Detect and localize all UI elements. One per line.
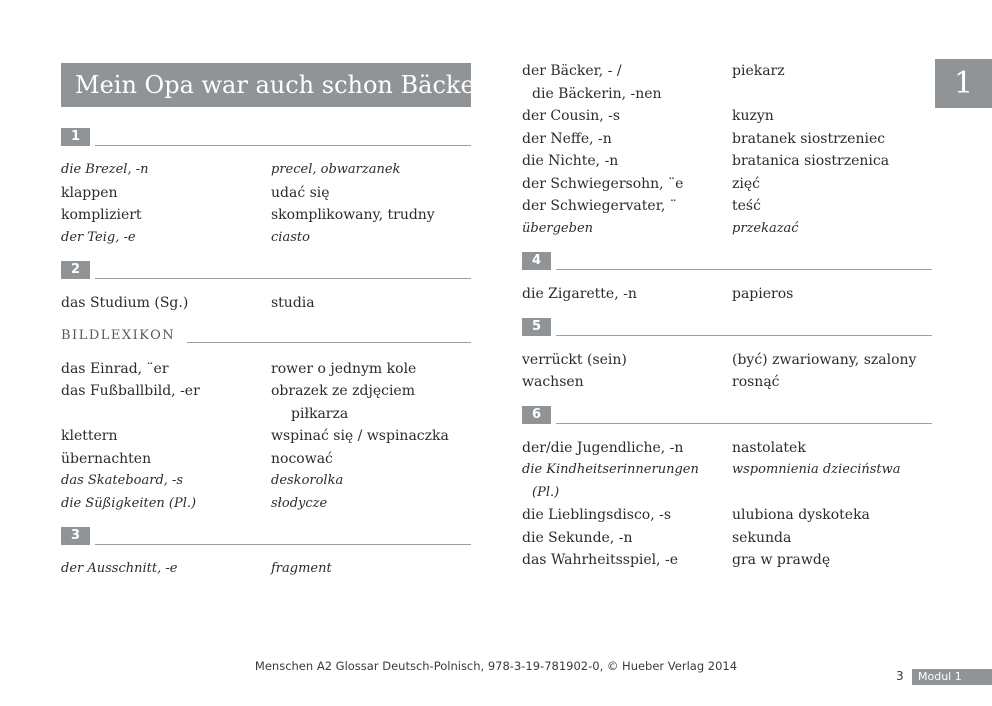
footer-citation: Menschen A2 Glossar Deutsch-Polnisch, 978-3-19-781902-0, © Hueber Verlag 2014	[254, 659, 738, 673]
vocab-list	[522, 349, 932, 394]
vocab-entry	[522, 482, 932, 505]
vocab-list	[522, 283, 932, 306]
vocab-entry	[522, 283, 932, 306]
polish-translation: przekazać	[732, 220, 799, 236]
polish-translation: papieros	[732, 286, 794, 302]
german-term: die Lieblingsdisco, -s	[522, 507, 672, 523]
section-4-number: 4	[522, 252, 551, 270]
vocab-entry	[522, 83, 932, 106]
polish-translation	[742, 83, 932, 106]
section-2-header	[61, 261, 471, 279]
polish-translation: fragment	[271, 561, 332, 576]
vocab-entry	[61, 448, 471, 471]
german-term: der Schwiegersohn, ¨e	[522, 175, 684, 192]
vocab-entry	[522, 504, 932, 527]
vocab-entry	[522, 459, 932, 482]
section-2-number: 2	[61, 261, 90, 279]
polish-translation: ciasto	[271, 229, 310, 245]
chapter-number-badge: 1	[935, 59, 992, 108]
vocab-entry	[522, 437, 932, 460]
polish-translation: nastolatek	[732, 439, 806, 456]
polish-translation: udać się	[271, 184, 330, 201]
vocab-entry	[522, 527, 932, 550]
german-term: die Bäckerin, -nen	[532, 85, 662, 102]
vocab-list	[61, 292, 471, 315]
vocab-entry	[522, 105, 932, 128]
vocab-list	[61, 558, 471, 581]
polish-translation	[742, 482, 932, 505]
vocab-entry	[61, 358, 471, 381]
vocab-entry	[522, 218, 932, 241]
polish-translation: (być) zwariowany, szalony	[732, 351, 917, 368]
german-term: der Teig, -e	[61, 229, 136, 245]
polish-translation: studia	[271, 295, 315, 311]
vocab-entry	[61, 558, 471, 581]
vocab-entry	[522, 195, 932, 218]
vocab-entry	[61, 159, 471, 182]
vocab-entry	[61, 204, 471, 227]
german-term: klappen	[61, 184, 118, 201]
bildlexikon-label: BILDLEXIKON	[61, 327, 183, 345]
left-column	[61, 128, 471, 593]
german-term: verrückt (sein)	[522, 351, 627, 368]
vocab-entry	[522, 549, 932, 572]
polish-translation: zięć	[732, 175, 760, 192]
section-1-header	[61, 128, 471, 146]
section-divider	[556, 335, 932, 336]
vocab-entry	[61, 182, 471, 205]
page-number: 3	[896, 669, 904, 683]
section-divider	[95, 544, 471, 545]
vocab-entry	[61, 292, 471, 315]
section-divider	[556, 423, 932, 424]
polish-translation: wspomnienia dzieciństwa	[732, 462, 901, 477]
vocab-entry	[61, 470, 471, 493]
polish-translation: piłkarza	[291, 405, 349, 422]
section-3-header	[61, 527, 471, 545]
section-4-header	[522, 252, 932, 270]
polish-translation: rosnąć	[732, 374, 780, 390]
polish-translation: rower o jednym kole	[271, 360, 417, 377]
vocab-list	[522, 60, 932, 240]
vocab-entry	[522, 349, 932, 372]
polish-translation: nocować	[271, 450, 333, 467]
section-3-number: 3	[61, 527, 90, 545]
polish-translation: wspinać się / wspinaczka	[271, 428, 449, 444]
section-5-number: 5	[522, 318, 551, 336]
vocab-entry	[522, 173, 932, 196]
german-term: die Brezel, -n	[61, 162, 149, 177]
polish-translation: ulubiona dyskoteka	[732, 507, 870, 523]
german-term: die Nichte, -n	[522, 153, 619, 169]
german-term: die Süßigkeiten (Pl.)	[61, 495, 197, 511]
section-5-header	[522, 318, 932, 336]
polish-translation: piekarz	[732, 63, 785, 79]
vocab-entry	[522, 128, 932, 151]
german-term: der Bäcker, - /	[522, 63, 622, 79]
polish-translation: bratanica siostrzenica	[732, 153, 890, 169]
german-term	[61, 403, 281, 426]
page-title: Mein Opa war auch schon Bäcker.	[61, 63, 471, 107]
section-divider	[95, 145, 471, 146]
vocab-entry	[61, 380, 471, 403]
module-label: Modul 1	[912, 669, 992, 685]
section-divider	[556, 269, 932, 270]
vocab-entry	[61, 227, 471, 250]
polish-translation: precel, obwarzanek	[271, 162, 401, 177]
german-term: kompliziert	[61, 207, 142, 223]
right-column	[522, 60, 932, 584]
bildlexikon-header	[61, 327, 471, 347]
german-term: übergeben	[522, 220, 594, 236]
polish-translation: obrazek ze zdjęciem	[271, 383, 415, 399]
polish-translation: słodycze	[271, 495, 328, 511]
german-term: der Schwiegervater, ¨	[522, 198, 677, 214]
vocab-entry	[522, 60, 932, 83]
german-term: wachsen	[522, 374, 584, 390]
polish-translation: kuzyn	[732, 108, 774, 124]
vocab-entry	[61, 403, 471, 426]
polish-translation: teść	[732, 198, 761, 214]
section-1-number: 1	[61, 128, 90, 146]
german-term: klettern	[61, 428, 118, 444]
polish-translation: gra w prawdę	[732, 552, 831, 568]
german-term: die Kindheitserinnerungen	[522, 462, 699, 477]
polish-translation: skomplikowany, trudny	[271, 207, 435, 223]
polish-translation: bratanek siostrzeniec	[732, 130, 886, 147]
german-term: das Wahrheitsspiel, -e	[522, 552, 679, 568]
polish-translation: sekunda	[732, 529, 792, 546]
german-term: (Pl.)	[532, 484, 560, 500]
german-term: das Studium (Sg.)	[61, 295, 189, 311]
section-6-header	[522, 406, 932, 424]
german-term: der Neffe, -n	[522, 130, 612, 147]
section-divider	[187, 342, 471, 343]
german-term: das Einrad, ¨er	[61, 360, 169, 377]
german-term: die Sekunde, -n	[522, 529, 633, 546]
section-divider	[95, 278, 471, 279]
vocab-entry	[61, 425, 471, 448]
vocab-entry	[61, 493, 471, 516]
german-term: das Fußballbild, -er	[61, 383, 200, 399]
german-term: übernachten	[61, 450, 152, 467]
vocab-list	[61, 358, 471, 516]
vocab-entry	[522, 150, 932, 173]
german-term: die Zigarette, -n	[522, 286, 637, 302]
vocab-list	[522, 437, 932, 572]
section-6-number: 6	[522, 406, 551, 424]
german-term: der Cousin, -s	[522, 108, 621, 124]
german-term: der Ausschnitt, -e	[61, 561, 178, 576]
vocab-list	[61, 159, 471, 249]
vocab-entry	[522, 371, 932, 394]
polish-translation: deskorolka	[271, 473, 344, 488]
german-term: das Skateboard, -s	[61, 473, 184, 488]
german-term: der/die Jugendliche, -n	[522, 439, 684, 456]
